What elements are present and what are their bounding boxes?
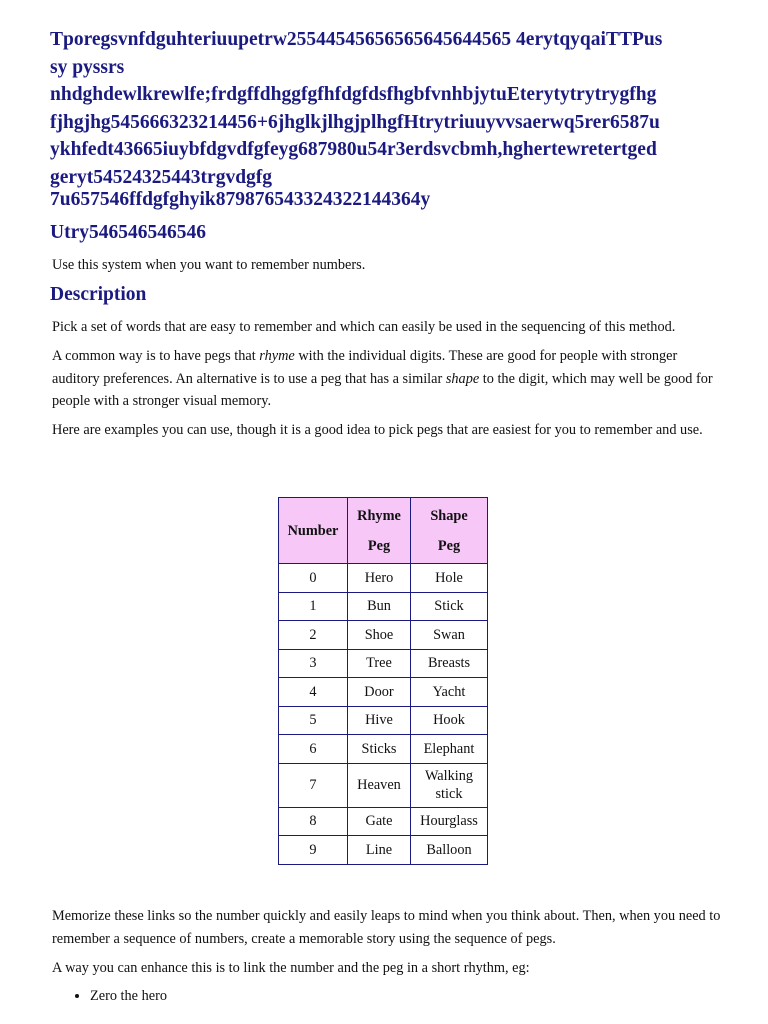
paragraph-text: to the digit, which may well be good for people with a stronger visual memory.	[52, 370, 713, 409]
cell-shape: Hole	[411, 564, 488, 593]
description-heading: Description	[50, 284, 147, 305]
cell-shape	[411, 763, 488, 807]
paragraph-text: A common way is to have pegs that	[52, 348, 260, 364]
title-line: nhdghdewlkrewlfe;frdgffdhggfgfhfdgfdsfhgbfvnhbjytuEterytytrytrygfhg	[50, 84, 657, 105]
title-line: sy pyssrs	[50, 56, 125, 78]
example-list	[52, 985, 167, 1007]
cell-number: 9	[279, 836, 348, 865]
cell-rhyme: Door	[348, 678, 411, 707]
table-header-row	[279, 498, 488, 564]
subtitle-1: 7u657546ffdgfghyik879876543324322144364y	[50, 189, 431, 210]
table-row	[279, 592, 488, 621]
cell-text: Walking	[424, 768, 474, 784]
header-text: Rhyme	[357, 507, 401, 524]
cell-number: 1	[279, 592, 348, 621]
intro-text: Use this system when you want to remember numbers.	[52, 257, 366, 273]
table-row	[279, 807, 488, 836]
cell-number: 6	[279, 735, 348, 764]
header-text: Peg	[437, 537, 461, 554]
paragraph-text: with the individual digits. These are good for people with stronger auditory preferences. An alternative is to use a peg that has a similar	[52, 348, 678, 387]
table-row	[279, 678, 488, 707]
cell-number: 8	[279, 807, 348, 836]
cell-shape: Balloon	[411, 836, 488, 865]
table-row	[279, 706, 488, 735]
cell-rhyme: Gate	[348, 807, 411, 836]
cell-number: 3	[279, 649, 348, 678]
table-row	[279, 763, 488, 807]
paragraph-memorize: Memorize these links so the number quickly and easily leaps to mind when you think about. Then, when you need to remember a sequence of numbers, create a memorable story using the sequence of pegs.	[52, 908, 721, 947]
table-row	[279, 564, 488, 593]
title-line: fjhgjhg545666323214456+6jhglkjlhgjplhgfHtrytriuuyvvsaerwq5rer6587u	[50, 111, 660, 133]
header-rhyme-peg	[348, 498, 411, 564]
header-number: Number	[279, 498, 348, 564]
cell-rhyme: Shoe	[348, 621, 411, 650]
emphasis-shape: shape	[445, 370, 480, 387]
cell-shape: Hook	[411, 706, 488, 735]
header-shape-peg	[411, 498, 488, 564]
cell-rhyme: Hero	[348, 564, 411, 593]
title-line: Tporegsvnfdguhteriuupetrw25544545656565645644565 4erytqyqaiTTPus	[50, 29, 663, 50]
cell-shape: Swan	[411, 621, 488, 650]
cell-shape: Stick	[411, 592, 488, 621]
cell-shape: Elephant	[411, 735, 488, 764]
cell-number: 0	[279, 564, 348, 593]
cell-shape: Breasts	[411, 649, 488, 678]
paragraph-rhythm: A way you can enhance this is to link the number and the peg in a short rhythm, eg:	[52, 960, 530, 976]
title-line: geryt54524325443trgvdgfg	[50, 166, 273, 188]
header-text: Shape	[430, 507, 468, 524]
emphasis-rhyme: rhyme	[259, 348, 295, 364]
cell-rhyme: Heaven	[348, 763, 411, 807]
paragraph-pick-words: Pick a set of words that are easy to remember and which can easily be used in the sequencing of this method.	[52, 319, 676, 335]
cell-number: 5	[279, 706, 348, 735]
cell-number: 4	[279, 678, 348, 707]
document-title	[50, 26, 730, 191]
cell-number: 7	[279, 763, 348, 807]
paragraph-examples: Here are examples you can use, though it is a good idea to pick pegs that are easiest for you to remember and use.	[52, 422, 703, 438]
cell-text: stick	[435, 786, 463, 802]
cell-rhyme: Tree	[348, 649, 411, 678]
cell-rhyme: Bun	[348, 592, 411, 621]
peg-table	[278, 497, 488, 865]
title-line: ykhfedt43665iuybfdgvdfgfeyg687980u54r3erdsvcbmh,hghertewretertged	[50, 139, 657, 160]
paragraph-rhyme-shape	[52, 345, 722, 413]
table-row	[279, 649, 488, 678]
header-text: Peg	[367, 537, 391, 554]
table-row	[279, 836, 488, 865]
table-row	[279, 735, 488, 764]
cell-shape: Yacht	[411, 678, 488, 707]
cell-rhyme: Hive	[348, 706, 411, 735]
cell-shape: Hourglass	[411, 807, 488, 836]
subtitle-2: Utry546546546546	[50, 222, 206, 243]
cell-number: 2	[279, 621, 348, 650]
cell-rhyme: Sticks	[348, 735, 411, 764]
list-item: • Zero the hero	[90, 985, 167, 1007]
table-row	[279, 621, 488, 650]
cell-rhyme: Line	[348, 836, 411, 865]
